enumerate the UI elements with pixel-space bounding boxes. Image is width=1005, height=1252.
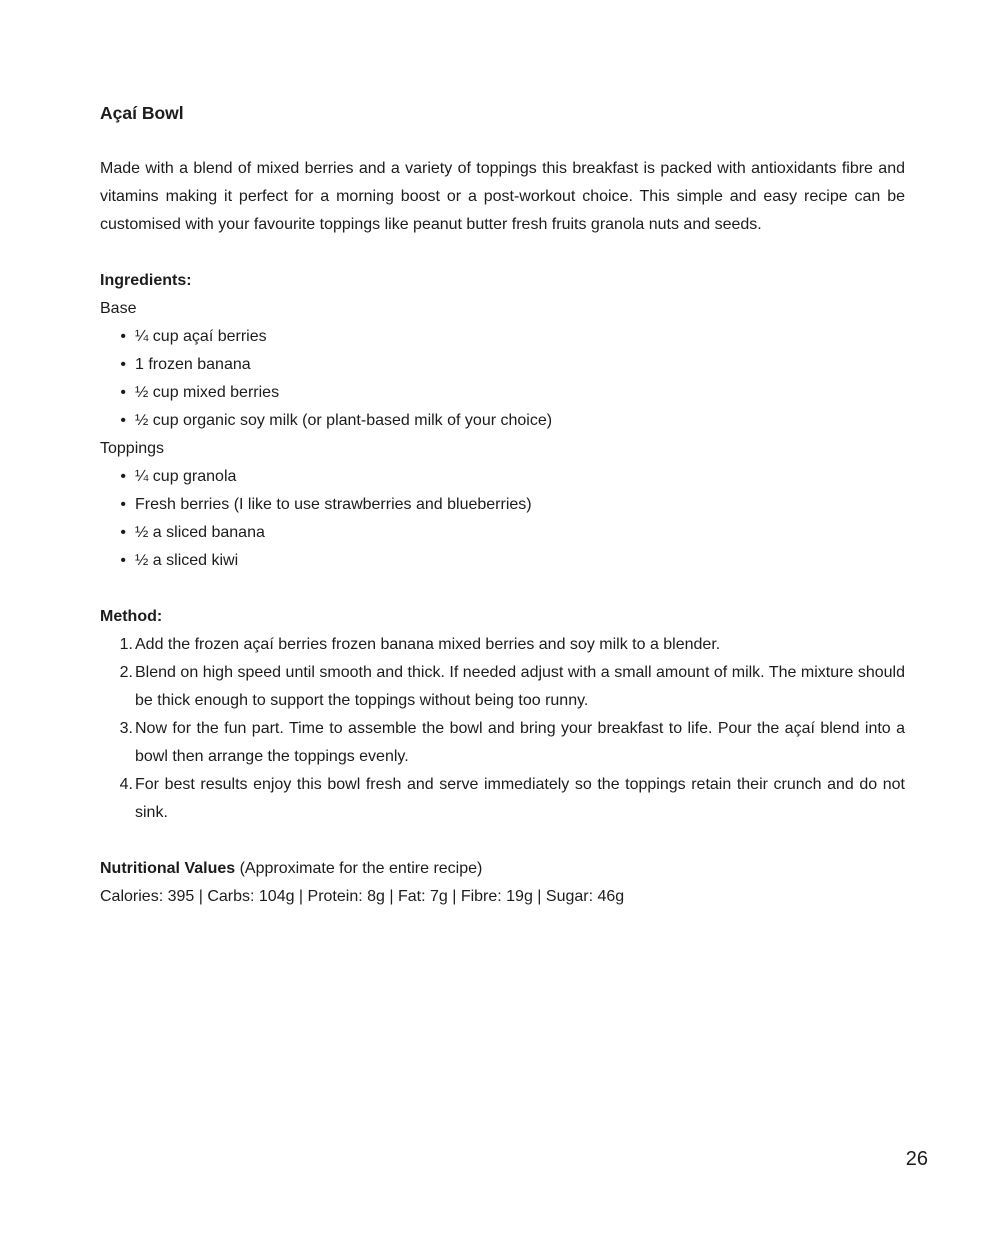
nutrition-heading bbox=[100, 855, 905, 883]
ingredients-base-list bbox=[100, 323, 905, 435]
recipe-title: Açaí Bowl bbox=[100, 103, 184, 123]
page-number: 26 bbox=[905, 1148, 928, 1170]
recipe-content bbox=[100, 99, 905, 911]
ingredients-base-label: Base bbox=[100, 300, 137, 317]
ingredients-toppings-label: Toppings bbox=[100, 440, 165, 457]
method-step: Add the frozen açaí berries frozen banana mixed berries and soy milk to a blender. bbox=[135, 636, 721, 653]
list-item: • ½ cup mixed berries bbox=[135, 379, 905, 407]
list-item: • ¼ cup açaí berries bbox=[135, 323, 905, 351]
method-step: Blend on high speed until smooth and thick. If needed adjust with a small amount of milk. The mixture should be thick enough to support the toppings without being too runny. bbox=[135, 664, 905, 709]
list-item: • ½ a sliced kiwi bbox=[135, 547, 905, 575]
list-item: • Fresh berries (I like to use strawberries and blueberries) bbox=[135, 491, 905, 519]
list-item: • 1 frozen banana bbox=[135, 351, 905, 379]
ingredients-heading: Ingredients: bbox=[100, 272, 192, 289]
nutrition-values: Calories: 395 | Carbs: 104g | Protein: 8g | Fat: 7g | Fibre: 19g | Sugar: 46g bbox=[100, 888, 625, 905]
list-item: • ¼ cup granola bbox=[135, 463, 905, 491]
method-steps-list bbox=[100, 631, 905, 827]
method-step: Now for the fun part. Time to assemble the bowl and bring your breakfast to life. Pour the açaí blend into a bowl then arrange the toppings evenly. bbox=[135, 720, 905, 765]
method-step: For best results enjoy this bowl fresh and serve immediately so the toppings retain their crunch and do not sink. bbox=[135, 776, 905, 821]
list-item: • ½ cup organic soy milk (or plant-based milk of your choice) bbox=[135, 407, 905, 435]
recipe-description: Made with a blend of mixed berries and a variety of toppings this breakfast is packed with antioxidants fibre and vitamins making it perfect for a morning boost or a post-workout choice. This simple and easy recipe can be customised with your favourite toppings like peanut butter fresh fruits granola nuts and seeds. bbox=[100, 160, 905, 233]
method-heading: Method: bbox=[100, 608, 163, 625]
ingredients-toppings-list bbox=[100, 463, 905, 575]
nutrition-heading-note: (Approximate for the entire recipe) bbox=[235, 860, 483, 877]
nutrition-heading-bold: Nutritional Values bbox=[100, 860, 236, 877]
list-item: • ½ a sliced banana bbox=[135, 519, 905, 547]
